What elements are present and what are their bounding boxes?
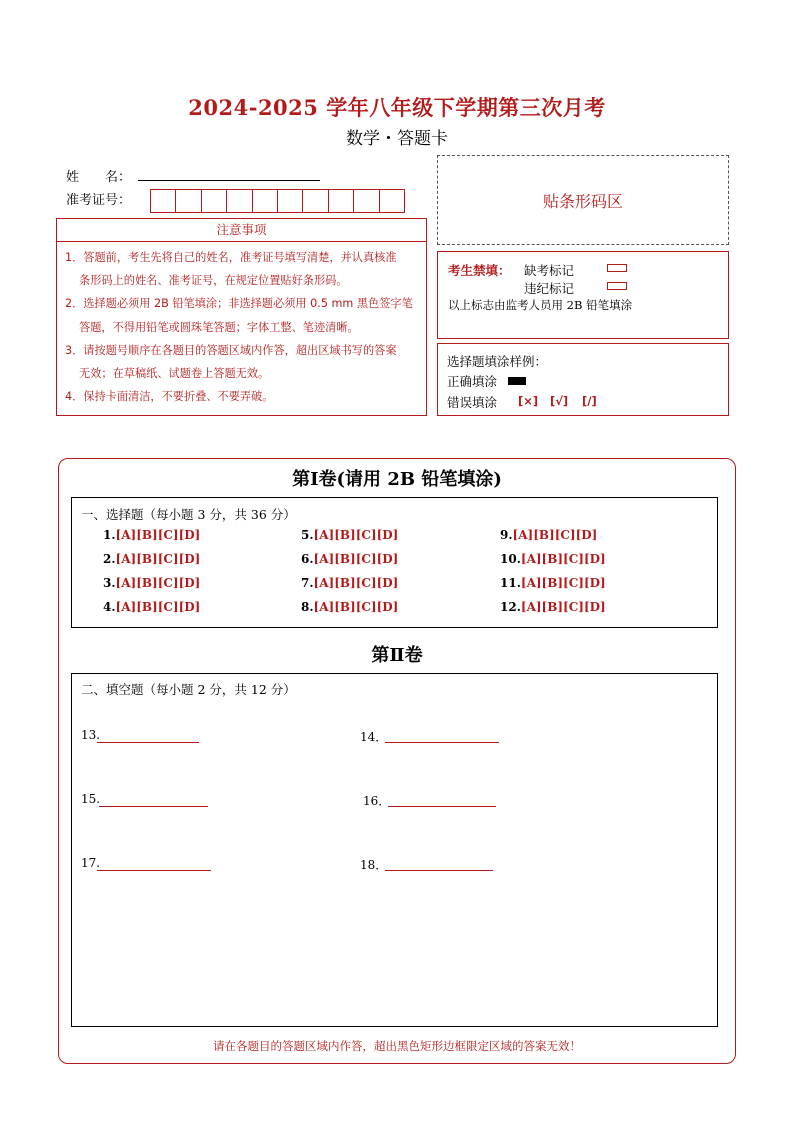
answer-options[interactable]: [A][B][C][D] — [520, 552, 606, 566]
answer-options[interactable]: [A][B][C][D] — [313, 576, 399, 590]
blank-number: 18． — [360, 858, 388, 872]
exam-id-digit-box[interactable] — [150, 189, 176, 213]
exam-id-digit-box[interactable] — [379, 189, 405, 213]
answer-options[interactable]: [A][B][C][D] — [115, 528, 201, 542]
question-number: 9. — [500, 528, 513, 542]
notice-line: 2．选择题必须用 2B 铅笔填涂；非选择题必须用 0.5 mm 黑色签字笔 — [65, 297, 413, 311]
notice-line: 无效；在草稿纸、试题卷上答题无效。 — [79, 367, 270, 381]
exam-id-digit-box[interactable] — [252, 189, 278, 213]
blank-number: 15. — [81, 792, 101, 806]
question-row[interactable] — [301, 552, 398, 566]
question-row[interactable] — [103, 576, 200, 590]
answer-options[interactable]: [A][B][C][D] — [313, 552, 399, 566]
examiner-mark-box — [437, 251, 729, 339]
blank-number: 13. — [81, 728, 101, 742]
answer-blank-16[interactable] — [388, 806, 496, 807]
absent-label: 缺考标记 — [524, 263, 575, 278]
violation-mark-box[interactable] — [607, 282, 627, 290]
question-number: 12. — [500, 600, 521, 614]
question-row[interactable] — [500, 600, 606, 614]
choice-heading: 一、选择题（每小题 3 分，共 36 分） — [81, 507, 296, 522]
question-row[interactable] — [103, 552, 200, 566]
wrong-mark-cross: [×] — [518, 394, 539, 408]
blank-number: 14． — [360, 730, 388, 744]
fill-section — [71, 673, 718, 1027]
exam-id-label: 准考证号： — [66, 193, 132, 208]
wrong-mark-slash: [/] — [582, 394, 597, 408]
forbid-note: 以上标志由监考人员用 2B 铅笔填涂 — [448, 298, 633, 312]
answer-options[interactable]: [A][B][C][D] — [313, 528, 399, 542]
question-row[interactable] — [301, 600, 398, 614]
exam-id-digit-box[interactable] — [226, 189, 252, 213]
question-number: 3. — [103, 576, 116, 590]
notice-line: 3．请按题号顺序在各题目的答题区域内作答，超出区域书写的答案 — [65, 343, 397, 357]
answer-options[interactable]: [A][B][C][D] — [115, 552, 201, 566]
correct-fill-sample — [508, 377, 526, 385]
wrong-label: 错误填涂 — [447, 395, 498, 410]
question-row[interactable] — [500, 528, 597, 542]
sample-label: 选择题填涂样例： — [447, 354, 548, 369]
question-number: 11. — [500, 576, 521, 590]
notice-box — [56, 242, 427, 416]
question-number: 7. — [301, 576, 314, 590]
question-row[interactable] — [301, 528, 398, 542]
question-number: 10. — [500, 552, 521, 566]
name-field[interactable] — [138, 180, 320, 181]
question-row[interactable] — [500, 576, 606, 590]
question-number: 8. — [301, 600, 314, 614]
question-number: 1. — [103, 528, 116, 542]
answer-options[interactable]: [A][B][C][D] — [115, 600, 201, 614]
answer-blank-18[interactable] — [385, 870, 493, 871]
answer-options[interactable]: [A][B][C][D] — [115, 576, 201, 590]
absent-mark-box[interactable] — [607, 264, 627, 272]
blank-number: 17. — [81, 856, 101, 870]
question-row[interactable] — [500, 552, 606, 566]
answer-options[interactable]: [A][B][C][D] — [313, 600, 399, 614]
fill-heading: 二、填空题（每小题 2 分，共 12 分） — [81, 682, 296, 697]
question-row[interactable] — [301, 576, 398, 590]
name-label: 姓 名： — [66, 170, 132, 185]
section2-title: 第Ⅱ卷 — [371, 645, 423, 666]
exam-id-digit-box[interactable] — [201, 189, 227, 213]
notice-line: 条形码上的姓名、准考证号，在规定位置贴好条形码。 — [79, 274, 348, 288]
question-number: 4. — [103, 600, 116, 614]
answer-blank-13[interactable] — [97, 742, 199, 743]
notice-line: 1．答题前，考生先将自己的姓名，准考证号填写清楚，并认真核准 — [65, 251, 397, 264]
choice-section — [71, 497, 718, 628]
correct-label: 正确填涂 — [447, 374, 498, 389]
violation-label: 违纪标记 — [524, 281, 575, 296]
exam-id-digit-box[interactable] — [302, 189, 328, 213]
page-subtitle: 数学・答题卡 — [346, 129, 448, 149]
answer-options[interactable]: [A][B][C][D] — [520, 576, 606, 590]
question-row[interactable] — [103, 600, 200, 614]
barcode-area — [437, 155, 729, 245]
exam-id-digit-box[interactable] — [277, 189, 303, 213]
forbid-label: 考生禁填： — [448, 263, 511, 278]
section1-title: 第Ⅰ卷(请用 2B 铅笔填涂) — [292, 469, 502, 490]
answer-options[interactable]: [A][B][C][D] — [512, 528, 598, 542]
answer-blank-15[interactable] — [99, 806, 208, 807]
notice-line: 4．保持卡面清洁，不要折叠、不要弄破。 — [65, 390, 274, 404]
exam-id-digit-box[interactable] — [353, 189, 379, 213]
barcode-label: 贴条形码区 — [542, 191, 623, 211]
footer-warning: 请在各题目的答题区域内作答，超出黑色矩形边框限定区域的答案无效！ — [213, 1039, 581, 1053]
answer-options[interactable]: [A][B][C][D] — [520, 600, 606, 614]
answer-blank-14[interactable] — [385, 742, 499, 743]
exam-id-field[interactable] — [151, 189, 405, 213]
fill-sample-box — [437, 343, 729, 416]
answer-blank-17[interactable] — [97, 870, 211, 871]
exam-id-digit-box[interactable] — [328, 189, 354, 213]
blank-number: 16． — [363, 794, 391, 808]
question-number: 5. — [301, 528, 314, 542]
page-title: 2024-2025 学年八年级下学期第三次月考 — [188, 95, 606, 120]
question-number: 2. — [103, 552, 116, 566]
question-row[interactable] — [103, 528, 200, 542]
exam-id-digit-box[interactable] — [175, 189, 201, 213]
notice-line: 答题，不得用铅笔或圆珠笔答题；字体工整、笔迹清晰。 — [79, 320, 359, 334]
question-number: 6. — [301, 552, 314, 566]
notice-heading: 注意事项 — [56, 218, 427, 242]
wrong-mark-check: [√] — [550, 394, 569, 408]
